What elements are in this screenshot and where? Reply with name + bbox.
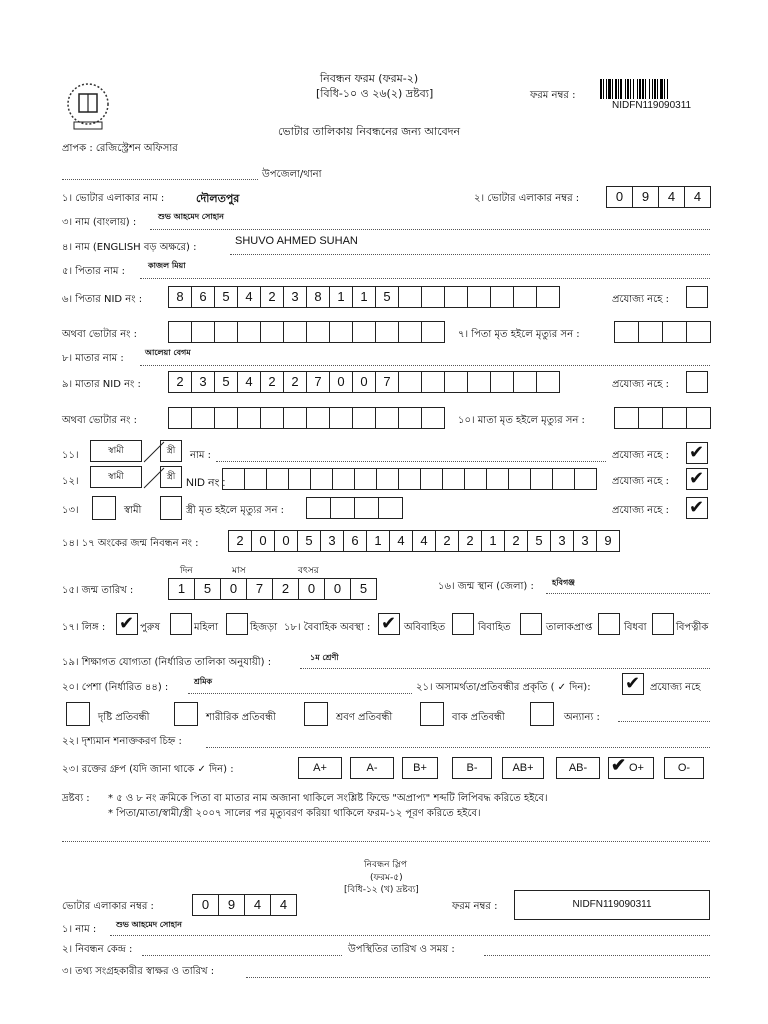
voter-area-name-label: ১। ভোটার এলাকার নাম : xyxy=(62,193,165,204)
birth-reg-digit[interactable]: 4 xyxy=(389,530,413,552)
spouse-nid-digit[interactable] xyxy=(376,468,399,490)
name-english-label: ৪। নাম (ENGLISH বড় অক্ষরে) : xyxy=(62,242,197,253)
married-checkbox[interactable] xyxy=(452,613,474,635)
voter-area-name-value[interactable]: দৌলতপুর xyxy=(196,192,240,205)
blood-group-apos[interactable]: A+ xyxy=(298,757,342,779)
mother-nid-digit[interactable] xyxy=(421,371,445,393)
check-icon: ✔ xyxy=(689,497,705,518)
blood-group-abneg[interactable]: AB- xyxy=(556,757,600,779)
divorced-checkbox[interactable] xyxy=(520,613,542,635)
slip-collector-label: ৩। তথ্য সংগ্রহকারীর স্বাক্ষর ও তারিখ : xyxy=(62,966,215,977)
barcode-text: NIDFN119090311 xyxy=(612,100,692,111)
spouse-nid-digit[interactable] xyxy=(222,468,245,490)
upazila-label: উপজেলা/থানা xyxy=(262,169,322,180)
mother-death-year-digit[interactable] xyxy=(638,407,663,429)
wife-option-2[interactable]: স্ত্রী xyxy=(160,466,182,488)
slip-center-label: ২। নিবন্ধন কেন্দ্র : xyxy=(62,944,133,955)
spouse-nid-digit[interactable] xyxy=(420,468,443,490)
mother-nid-digit[interactable]: 7 xyxy=(375,371,399,393)
mother-voter-no-digit[interactable] xyxy=(237,407,261,429)
marital-status-label: ১৮। বৈবাহিক অবস্থা : xyxy=(284,622,371,633)
occupation-value[interactable]: শ্রমিক xyxy=(194,676,213,686)
spouse-nid-digit[interactable] xyxy=(266,468,289,490)
slip-presence-label: উপস্থিতির তারিখ ও সময় : xyxy=(348,944,455,955)
birth-place-value[interactable]: হবিগঞ্জ xyxy=(552,577,576,587)
dob-digit[interactable]: 1 xyxy=(168,578,195,600)
note-line-1: * ৫ ও ৮ নং ক্রমিকে পিতা বা মাতার নাম অজানা থাকিলে সংশ্লিষ্ট ফিল্ডে "অপ্রাপ্য" শব্দটি লিপিবদ্ধ করিতে হইবে। xyxy=(108,793,548,804)
father-nid-digit[interactable]: 8 xyxy=(168,286,192,308)
education-label: ১৯। শিক্ষাগত যোগ্যতা (নির্ধারিত তালিকা অনুযায়ী) : xyxy=(62,657,272,668)
father-voter-no-digit[interactable] xyxy=(283,321,307,343)
blood-group-label: O+ xyxy=(629,762,644,774)
slip-form: (ফরম-৫) xyxy=(370,873,403,883)
dob-day-caption: দিন xyxy=(180,566,193,576)
slip-title: নিবন্ধন স্লিপ xyxy=(364,860,407,870)
birth-reg-digit[interactable]: 1 xyxy=(481,530,505,552)
mother-name-value[interactable]: আলেয়া বেগম xyxy=(145,347,191,357)
note-line-2: * পিতা/মাতা/স্বামী/স্ত্রী ২০০৭ সালের পর মৃত্যুবরণ করিয়া থাকিলে ফরম-১২ পূরণ করিতে হইবে। xyxy=(108,808,481,819)
recipient-line: প্রাপক : রেজিস্ট্রেশন অফিসার xyxy=(62,143,178,154)
widow-checkbox[interactable] xyxy=(598,613,620,635)
spouse-nid-digit[interactable] xyxy=(574,468,597,490)
mother-death-year-digit[interactable] xyxy=(686,407,711,429)
mother-voter-no-digit[interactable] xyxy=(283,407,307,429)
barcode xyxy=(598,78,716,100)
female-checkbox[interactable] xyxy=(170,613,192,635)
form-title: নিবন্ধন ফরম (ফরম-২) xyxy=(320,72,419,85)
form-subtitle: ভোটার তালিকায় নিবন্ধনের জন্য আবেদন xyxy=(278,125,461,138)
slip-rule: [বিধি-১২ (খ) দ্রষ্টব্য] xyxy=(344,885,419,895)
mother-nid-digit[interactable]: 2 xyxy=(168,371,192,393)
slip-area-digit[interactable]: 0 xyxy=(192,894,219,916)
father-voter-no-digit[interactable] xyxy=(191,321,215,343)
spouse-death-row-label: ১৩। xyxy=(62,505,79,516)
mother-nid-digit[interactable] xyxy=(398,371,422,393)
father-voter-no-digit[interactable] xyxy=(329,321,353,343)
birth-reg-digit[interactable]: 3 xyxy=(550,530,574,552)
hearing-disability-checkbox[interactable] xyxy=(304,702,328,726)
dob-digit[interactable]: 5 xyxy=(350,578,377,600)
mother-nid-digit[interactable]: 4 xyxy=(237,371,261,393)
father-nid-digit[interactable]: 3 xyxy=(283,286,307,308)
birth-reg-digit[interactable]: 2 xyxy=(504,530,528,552)
gender-label: ১৭। লিঙ্গ : xyxy=(62,622,106,633)
note-label: দ্রষ্টব্য : xyxy=(62,793,90,804)
mother-voter-no-digit[interactable] xyxy=(306,407,330,429)
father-nid-digit[interactable] xyxy=(513,286,537,308)
check-icon: ✔ xyxy=(381,613,397,634)
father-nid-digit[interactable] xyxy=(444,286,468,308)
wife-death-year-digit[interactable] xyxy=(306,497,331,519)
dob-digit[interactable]: 0 xyxy=(324,578,351,600)
birth-reg-digit[interactable]: 3 xyxy=(573,530,597,552)
birth-reg-label: ১৪। ১৭ অংকের জন্ম নিবন্ধন নং : xyxy=(62,538,199,549)
disability-na-checkbox[interactable] xyxy=(622,673,644,695)
area-number-digit[interactable]: 4 xyxy=(684,186,711,208)
wife-death-year-digit[interactable] xyxy=(354,497,379,519)
hijra-label: হিজড়া xyxy=(250,622,278,633)
birth-place-label: ১৬। জন্ম স্থান (জেলা) : xyxy=(438,581,534,592)
mother-nid-digit[interactable]: 0 xyxy=(329,371,353,393)
mother-nid-na-checkbox[interactable] xyxy=(686,371,708,393)
mother-voter-no-digit[interactable] xyxy=(375,407,399,429)
mother-nid-digit[interactable] xyxy=(513,371,537,393)
slip-name-label: ১। নাম : xyxy=(62,924,97,935)
blood-group-abpos[interactable]: AB+ xyxy=(502,757,544,779)
mother-nid-digit[interactable]: 2 xyxy=(260,371,284,393)
birth-reg-digit[interactable]: 0 xyxy=(251,530,275,552)
father-nid-digit[interactable] xyxy=(398,286,422,308)
visual-disability-checkbox[interactable] xyxy=(66,702,90,726)
birth-reg-digit[interactable]: 2 xyxy=(228,530,252,552)
spouse-nid-row-label: ১২। xyxy=(62,476,79,487)
physical-disability-checkbox[interactable] xyxy=(174,702,198,726)
father-voter-no-label: অথবা ভোটার নং : xyxy=(62,329,138,340)
birth-reg-digit[interactable]: 6 xyxy=(343,530,367,552)
occupation-label: ২০। পেশা (নির্ধারিত ৪৪) : xyxy=(62,682,169,693)
spouse-nid-digit[interactable] xyxy=(442,468,465,490)
father-nid-digit[interactable]: 5 xyxy=(375,286,399,308)
blood-group-bneg[interactable]: B- xyxy=(452,757,492,779)
widow-label: বিধবা xyxy=(624,622,647,633)
spouse-name-na-label: প্রযোজ্য নহে : xyxy=(612,450,669,461)
father-voter-no-digit[interactable] xyxy=(421,321,445,343)
birth-reg-digit[interactable]: 5 xyxy=(527,530,551,552)
married-label: বিবাহিত xyxy=(478,622,511,633)
area-number-digit[interactable]: 9 xyxy=(632,186,659,208)
form-number-label: ফরম নম্বর : xyxy=(530,90,576,101)
wife-death-label: স্ত্রী মৃত হইলে মৃত্যুর সন : xyxy=(186,505,285,516)
father-voter-no-digit[interactable] xyxy=(352,321,376,343)
name-bangla-value[interactable]: শুভ আহমেদ সোহান xyxy=(158,211,224,221)
birth-reg-digit[interactable]: 2 xyxy=(458,530,482,552)
blood-group-aneg[interactable]: A- xyxy=(350,757,394,779)
spouse-nid-na-checkbox[interactable] xyxy=(686,468,708,490)
slip-area-digit[interactable]: 4 xyxy=(270,894,297,916)
voter-area-number-label: ২। ভোটার এলাকার নম্বর : xyxy=(474,193,580,204)
mother-voter-no-label: অথবা ভোটার নং : xyxy=(62,415,138,426)
spouse-nid-digit[interactable] xyxy=(464,468,487,490)
mother-nid-digit[interactable]: 7 xyxy=(306,371,330,393)
birth-reg-digit[interactable]: 1 xyxy=(366,530,390,552)
spouse-name-na-checkbox[interactable] xyxy=(686,442,708,464)
spouse-death-na-label: প্রযোজ্য নহে : xyxy=(612,505,669,516)
mother-voter-no-digit[interactable] xyxy=(191,407,215,429)
father-nid-na-label: প্রযোজ্য নহে : xyxy=(612,294,669,305)
father-voter-no-digit[interactable] xyxy=(168,321,192,343)
mother-voter-no-digit[interactable] xyxy=(421,407,445,429)
check-icon: ✔ xyxy=(689,442,705,463)
blood-group-label: ২৩। রক্তের গ্রুপ (যদি জানা থাকে ✓ দিন) : xyxy=(62,764,234,775)
form-rule: [বিধি-১০ ও ২৬(২) দ্রষ্টব্য] xyxy=(316,87,434,100)
blood-group-oneg[interactable]: O- xyxy=(664,757,704,779)
mother-nid-na-label: প্রযোজ্য নহে : xyxy=(612,379,669,390)
father-nid-digit[interactable]: 8 xyxy=(306,286,330,308)
speech-disability-checkbox[interactable] xyxy=(420,702,444,726)
area-number-digit[interactable]: 4 xyxy=(658,186,685,208)
father-voter-no-digit[interactable] xyxy=(260,321,284,343)
hearing-disability-label: শ্রবণ প্রতিবন্ধী xyxy=(336,712,393,723)
disability-na-label: প্রযোজ্য নহে xyxy=(650,682,701,693)
father-death-year-digit[interactable] xyxy=(686,321,711,343)
speech-disability-label: বাক প্রতিবন্ধী xyxy=(452,712,505,723)
husband-death-label: স্বামী xyxy=(124,505,142,516)
father-nid-digit[interactable]: 1 xyxy=(329,286,353,308)
spouse-death-na-checkbox[interactable] xyxy=(686,497,708,519)
mother-nid-digit[interactable] xyxy=(467,371,491,393)
father-nid-digit[interactable]: 6 xyxy=(191,286,215,308)
dob-month-caption: মাস xyxy=(232,566,246,576)
mother-voter-no-digit[interactable] xyxy=(214,407,238,429)
other-disability-label: অন্যান্য : xyxy=(564,712,600,723)
spouse-name-label: নাম : xyxy=(190,450,211,461)
area-number-digit[interactable]: 0 xyxy=(606,186,633,208)
spouse-nid-digit[interactable] xyxy=(244,468,267,490)
father-voter-no-digit[interactable] xyxy=(398,321,422,343)
slip-form-no-label: ফরম নম্বর : xyxy=(452,901,498,912)
spouse-name-row-label: ১১। xyxy=(62,450,79,461)
father-name-value[interactable]: কাজল মিয়া xyxy=(148,260,186,270)
father-nid-digit[interactable] xyxy=(421,286,445,308)
mother-death-year-label: ১০। মাতা মৃত হইলে মৃত্যুর সন : xyxy=(458,415,585,426)
birth-reg-digit[interactable]: 0 xyxy=(274,530,298,552)
birth-reg-digit[interactable]: 9 xyxy=(596,530,620,552)
mother-voter-no-digit[interactable] xyxy=(352,407,376,429)
mother-voter-no-digit[interactable] xyxy=(398,407,422,429)
spouse-nid-label: NID নং : xyxy=(186,477,226,489)
spouse-nid-na-label: প্রযোজ্য নহে : xyxy=(612,476,669,487)
father-nid-label: ৬। পিতার NID নং : xyxy=(62,294,143,305)
husband-death-checkbox[interactable] xyxy=(92,496,116,520)
husband-option-2[interactable]: স্বামী xyxy=(90,466,142,488)
dob-digit[interactable]: 2 xyxy=(272,578,299,600)
widower-label: বিপত্নীক xyxy=(676,622,709,633)
election-commission-emblem-icon xyxy=(62,80,114,132)
spouse-nid-digit[interactable] xyxy=(332,468,355,490)
mother-name-label: ৮। মাতার নাম : xyxy=(62,353,124,364)
dob-label: ১৫। জন্ম তারিখ : xyxy=(62,585,134,596)
mother-voter-no-digit[interactable] xyxy=(168,407,192,429)
slip-area-digit[interactable]: 4 xyxy=(244,894,271,916)
mother-nid-digit[interactable]: 5 xyxy=(214,371,238,393)
father-voter-no-digit[interactable] xyxy=(375,321,399,343)
father-death-year-digit[interactable] xyxy=(638,321,663,343)
slip-name-value[interactable]: শুভ আহমেদ সোহান xyxy=(116,919,182,929)
education-value[interactable]: ১ম শ্রেণী xyxy=(310,652,339,662)
female-label: মহিলা xyxy=(194,622,219,633)
spouse-nid-digit[interactable] xyxy=(310,468,333,490)
spouse-nid-digit[interactable] xyxy=(354,468,377,490)
slip-form-no-value[interactable]: NIDFN119090311 xyxy=(514,890,710,920)
father-death-year-label: ৭। পিতা মৃত হইলে মৃত্যুর সন : xyxy=(458,329,580,340)
father-nid-digit[interactable] xyxy=(490,286,514,308)
father-nid-na-checkbox[interactable] xyxy=(686,286,708,308)
slip-area-digit[interactable]: 9 xyxy=(218,894,245,916)
hijra-checkbox[interactable] xyxy=(226,613,248,635)
disability-label: ২১। অসামর্থতা/প্রতিবন্ধীর প্রকৃতি ( ✓ দিন): xyxy=(416,682,591,693)
father-nid-digit[interactable] xyxy=(467,286,491,308)
wife-death-year-digit[interactable] xyxy=(330,497,355,519)
birth-reg-digit[interactable]: 2 xyxy=(435,530,459,552)
male-label: পুরুষ xyxy=(140,622,160,633)
father-voter-no-digit[interactable] xyxy=(214,321,238,343)
father-nid-digit[interactable]: 2 xyxy=(260,286,284,308)
divorced-label: তালাকপ্রাপ্ত xyxy=(546,622,593,633)
father-nid-digit[interactable]: 4 xyxy=(237,286,261,308)
spouse-nid-digit[interactable] xyxy=(398,468,421,490)
widower-checkbox[interactable] xyxy=(652,613,674,635)
spouse-nid-digit[interactable] xyxy=(552,468,575,490)
dob-digit[interactable]: 5 xyxy=(194,578,221,600)
spouse-nid-digit[interactable] xyxy=(508,468,531,490)
father-nid-digit[interactable]: 5 xyxy=(214,286,238,308)
mother-nid-label: ৯। মাতার NID নং : xyxy=(62,379,141,390)
father-death-year-digit[interactable] xyxy=(662,321,687,343)
birth-reg-digit[interactable]: 4 xyxy=(412,530,436,552)
wife-death-year-digit[interactable] xyxy=(378,497,403,519)
unmarried-checkbox[interactable] xyxy=(378,613,400,635)
mother-nid-digit[interactable] xyxy=(490,371,514,393)
dob-digit[interactable]: 0 xyxy=(220,578,247,600)
visual-disability-label: দৃষ্টি প্রতিবন্ধী xyxy=(98,712,150,723)
check-icon: ✔ xyxy=(689,468,705,489)
husband-option[interactable]: স্বামী xyxy=(90,440,142,462)
mother-nid-digit[interactable]: 0 xyxy=(352,371,376,393)
birth-reg-digit[interactable]: 5 xyxy=(297,530,321,552)
birth-reg-digit[interactable]: 3 xyxy=(320,530,344,552)
dob-digit[interactable]: 7 xyxy=(246,578,273,600)
father-nid-digit[interactable] xyxy=(536,286,560,308)
check-icon: ✔ xyxy=(611,755,627,775)
father-death-year-digit[interactable] xyxy=(614,321,639,343)
unmarried-label: অবিবাহিত xyxy=(404,622,446,633)
father-name-label: ৫। পিতার নাম : xyxy=(62,266,125,277)
blood-group-bpos[interactable]: B+ xyxy=(402,757,438,779)
mother-nid-digit[interactable] xyxy=(444,371,468,393)
wife-death-checkbox[interactable] xyxy=(160,496,182,520)
name-english-value[interactable]: SHUVO AHMED SUHAN xyxy=(235,235,358,247)
check-icon: ✔ xyxy=(119,613,135,634)
mother-voter-no-digit[interactable] xyxy=(329,407,353,429)
identification-mark-label: ২২। দৃশ্যমান শনাক্তকরণ চিহ্ন : xyxy=(62,736,182,747)
father-voter-no-digit[interactable] xyxy=(306,321,330,343)
mother-death-year-digit[interactable] xyxy=(614,407,639,429)
dob-year-caption: বৎসর xyxy=(298,566,319,576)
mother-nid-digit[interactable] xyxy=(536,371,560,393)
mother-nid-digit[interactable]: 2 xyxy=(283,371,307,393)
mother-voter-no-digit[interactable] xyxy=(260,407,284,429)
male-checkbox[interactable] xyxy=(116,613,138,635)
blood-group-opos[interactable] xyxy=(608,757,654,779)
father-nid-digit[interactable]: 1 xyxy=(352,286,376,308)
mother-nid-digit[interactable]: 3 xyxy=(191,371,215,393)
mother-death-year-digit[interactable] xyxy=(662,407,687,429)
wife-option[interactable]: স্ত্রী xyxy=(160,440,182,462)
physical-disability-label: শারীরিক প্রতিবন্ধী xyxy=(206,712,276,723)
name-bangla-label: ৩। নাম (বাংলায়) : xyxy=(62,217,137,228)
spouse-nid-digit[interactable] xyxy=(288,468,311,490)
slip-area-no-label: ভোটার এলাকার নম্বর : xyxy=(62,901,154,912)
other-disability-checkbox[interactable] xyxy=(530,702,554,726)
spouse-nid-digit[interactable] xyxy=(486,468,509,490)
check-icon: ✔ xyxy=(625,673,641,694)
dob-digit[interactable]: 0 xyxy=(298,578,325,600)
father-voter-no-digit[interactable] xyxy=(237,321,261,343)
spouse-nid-digit[interactable] xyxy=(530,468,553,490)
